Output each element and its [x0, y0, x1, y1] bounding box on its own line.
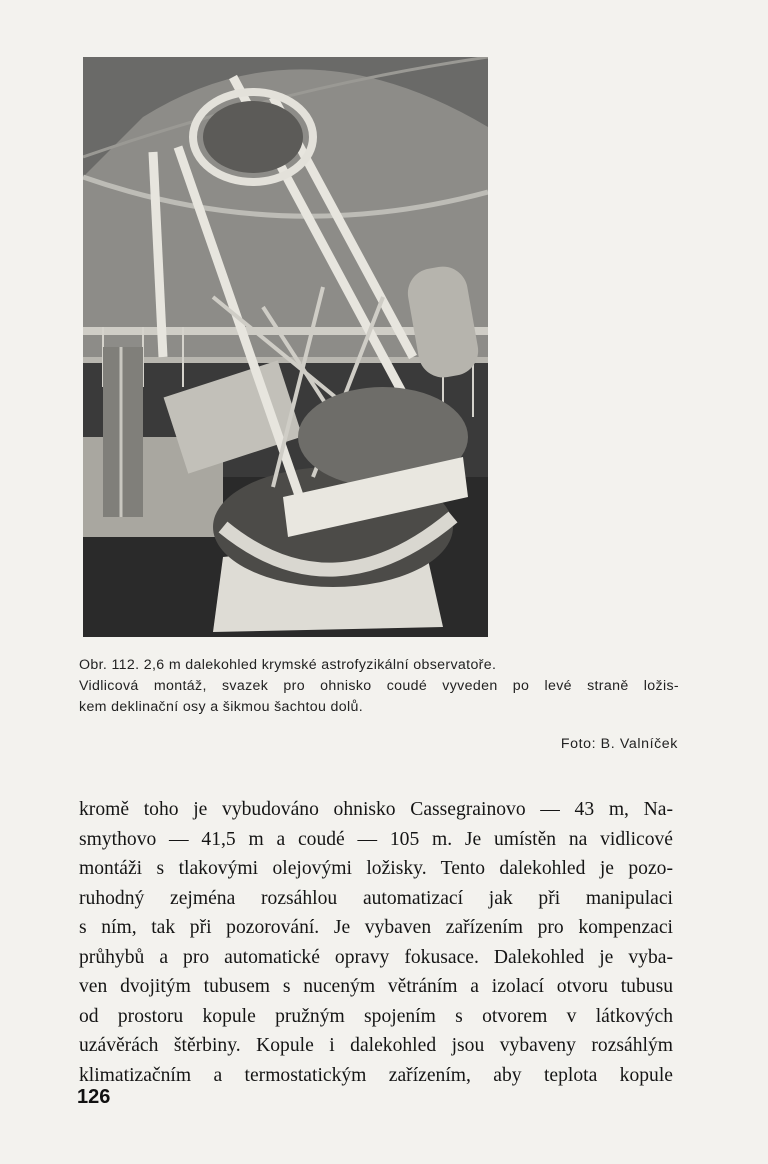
- body-line: ruhodný zejména rozsáhlou automatizací jak při manipulaci: [79, 887, 673, 909]
- body-line: od prostoru kopule pružným spojením s otvorem v látkových: [79, 1005, 673, 1027]
- caption-line: Obr. 112. 2,6 m dalekohled krymské astrofyzikální observatoře.: [79, 657, 497, 673]
- caption-line: Vidlicová montáž, svazek pro ohnisko coudé vyveden po levé straně ložis-: [79, 678, 679, 694]
- body-line: s ním, tak při pozorování. Je vybaven zařízením pro kompenzaci: [79, 917, 673, 938]
- body-line: montáži s tlakovými olejovými ložisky. Tento dalekohled je pozo-: [79, 858, 673, 879]
- caption-line: kem deklinační osy a šikmou šachtou dolů.: [79, 699, 364, 715]
- body-line: klimatizačním a termostatickým zařízením, aby teplota kopule: [79, 1064, 673, 1086]
- body-paragraph: [79, 795, 673, 1090]
- figure-caption: [79, 655, 679, 718]
- body-line: kromě toho je vybudováno ohnisko Cassegrainovo — 43 m, Na-: [79, 799, 673, 820]
- photo-credit: Foto: B. Valníček: [560, 736, 678, 752]
- telescope-photo: [83, 57, 488, 637]
- body-line: průhybů a pro automatické opravy fokusace. Dalekohled je vyba-: [79, 946, 673, 968]
- page-number: 126: [77, 1086, 111, 1108]
- body-line: smythovo — 41,5 m a coudé — 105 m. Je umístěn na vidlicové: [79, 828, 673, 850]
- body-line: ven dvojitým tubusem s nuceným větráním a izolací otvoru tubusu: [79, 976, 673, 997]
- body-line: uzávěrách štěrbiny. Kopule i dalekohled jsou vybaveny rozsáhlým: [79, 1035, 673, 1056]
- telescope-illustration: [83, 57, 488, 637]
